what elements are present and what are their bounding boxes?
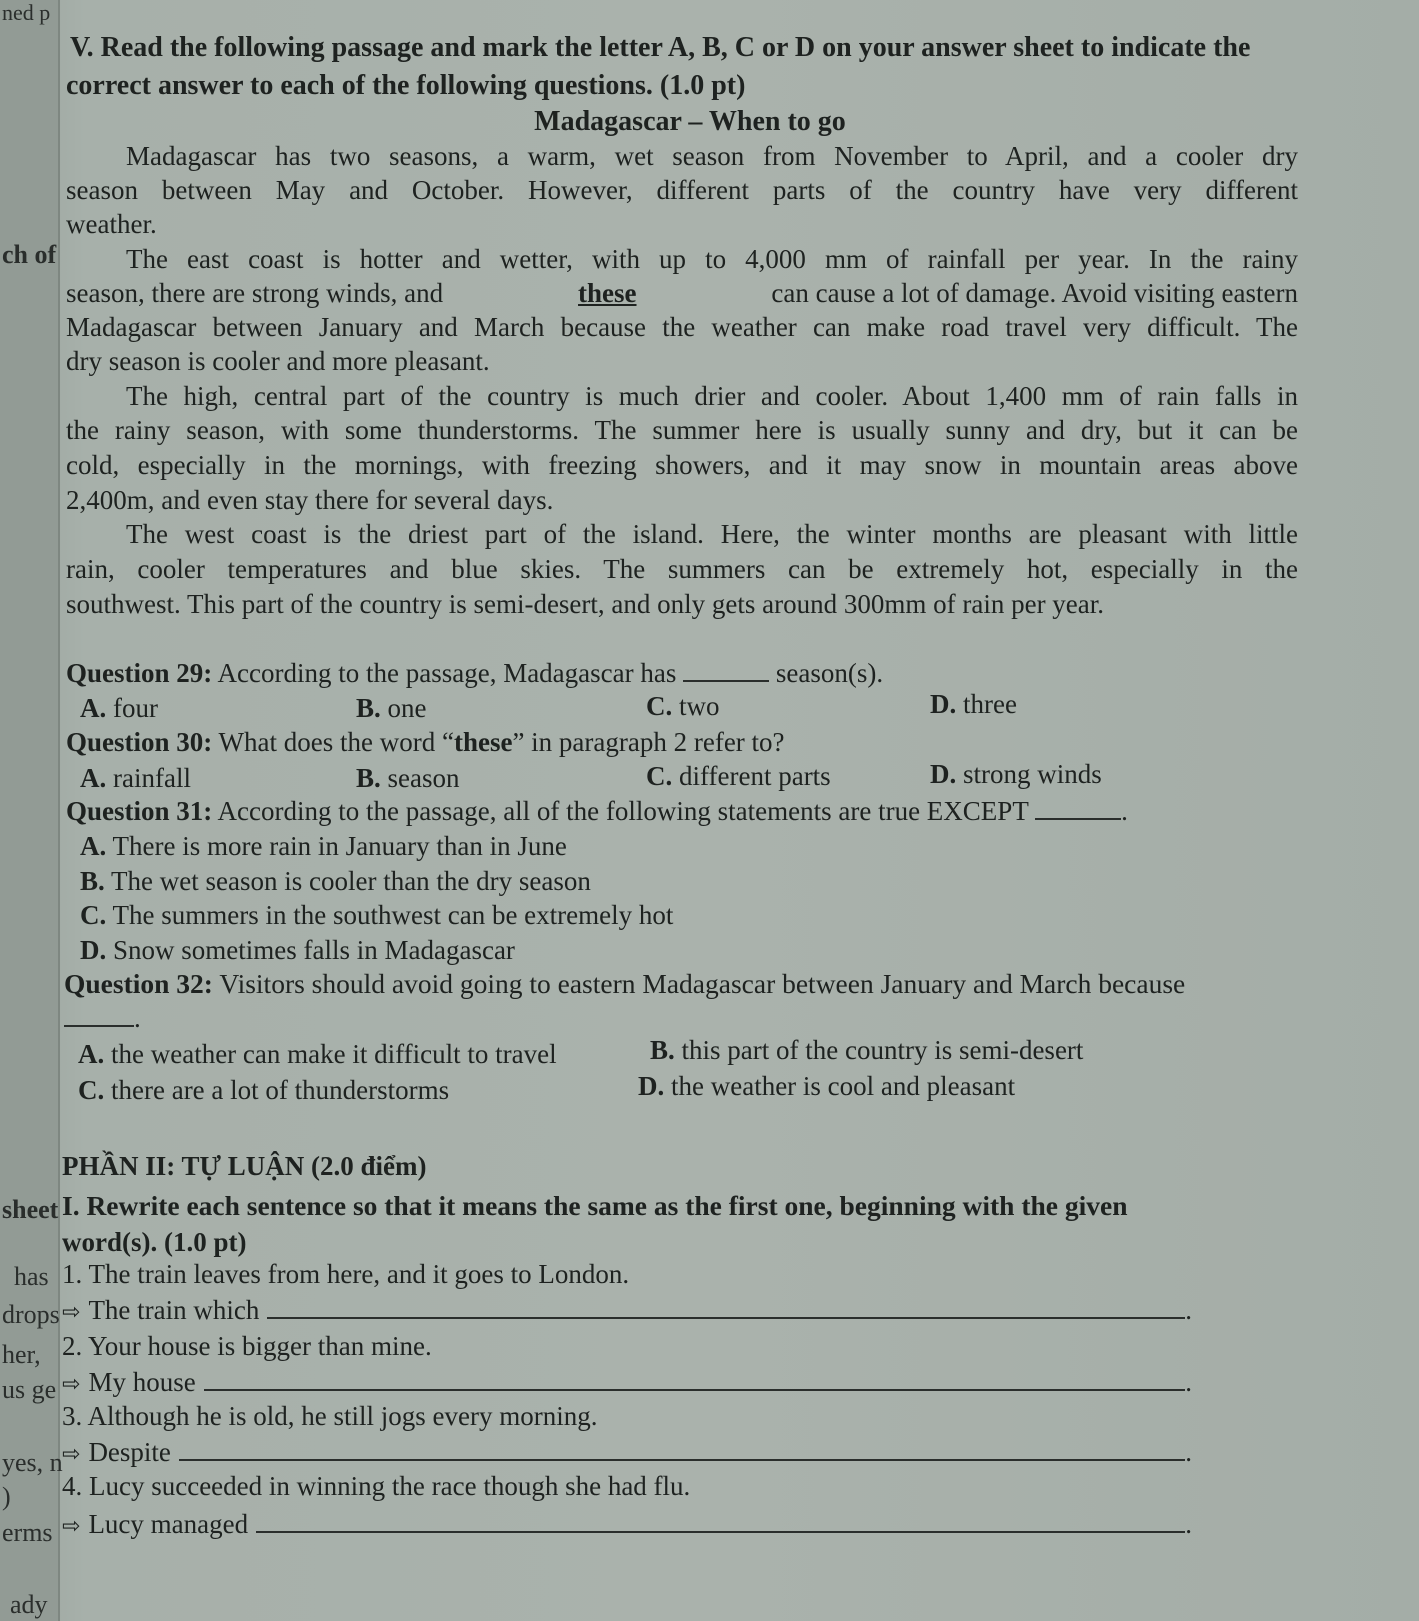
option-letter: A.	[80, 831, 107, 861]
rewrite-start: My house	[88, 1367, 196, 1397]
option-c[interactable]	[80, 899, 673, 931]
passage-line: dry season is cooler and more pleasant.	[66, 346, 490, 376]
sentence-end: .	[1185, 1509, 1192, 1539]
passage-line-with-these	[66, 277, 1298, 309]
rewrite-answer-row	[62, 1436, 1192, 1471]
passage-line: Madagascar has two seasons, a warm, wet season from November to April, and a cooler dry	[126, 141, 1298, 171]
option-b[interactable]	[80, 865, 591, 897]
rewrite-start: Lucy managed	[88, 1509, 249, 1539]
passage-line: weather.	[66, 209, 157, 239]
question-text: season(s).	[775, 658, 884, 688]
rewrite-answer-line[interactable]	[267, 1313, 1185, 1319]
passage-line: southwest. This part of the country is semi-desert, and only gets around 300mm of rain per year.	[66, 589, 1105, 619]
option-letter: D.	[638, 1071, 665, 1101]
passage-line: The high, central part of the country is much drier and cooler. About 1,400 mm of rain falls in	[126, 381, 1298, 411]
option-text: this part of the country is semi-desert	[681, 1035, 1084, 1065]
question-label: Question 30:	[66, 727, 213, 757]
passage-line: Madagascar between January and March because the weather can make road travel very difficult. The	[66, 312, 1298, 342]
arrow-icon: ⇨	[62, 1372, 81, 1397]
option-letter: A.	[80, 693, 107, 723]
margin-fragment: erms	[2, 1518, 53, 1547]
margin-fragment: drops	[2, 1300, 60, 1329]
question-31	[66, 795, 1128, 827]
passage-line: 2,400m, and even stay there for several days.	[66, 485, 554, 515]
rewrite-prompt: 1. The train leaves from here, and it goes to London.	[62, 1259, 630, 1289]
option-d[interactable]	[930, 688, 1017, 720]
answer-blank[interactable]	[64, 1021, 134, 1027]
quoted-word: these	[453, 727, 513, 757]
option-text: one	[387, 693, 427, 723]
margin-fragment: us ge	[2, 1375, 57, 1404]
option-text: there are a lot of thunderstorms	[111, 1075, 450, 1105]
passage-text: can cause a lot of damage. Avoid visiting eastern	[771, 278, 1298, 308]
rewrite-answer-row	[62, 1508, 1192, 1543]
rewrite-answer-line[interactable]	[204, 1385, 1186, 1391]
answer-blank[interactable]	[683, 676, 769, 682]
margin-fragment: ch of	[2, 240, 57, 269]
arrow-icon: ⇨	[62, 1442, 81, 1467]
option-text: the weather is cool and pleasant	[671, 1071, 1016, 1101]
option-letter: A.	[80, 763, 107, 793]
question-32-blank-line	[64, 1002, 141, 1034]
option-text: strong winds	[963, 759, 1102, 789]
passage-line: The east coast is hotter and wetter, with up to 4,000 mm of rainfall per year. In the rainy	[126, 244, 1298, 274]
option-b[interactable]	[356, 692, 427, 724]
option-text: four	[113, 693, 158, 723]
margin-fragment: sheet	[2, 1195, 59, 1224]
option-text: There is more rain in January than in June	[112, 831, 567, 861]
sentence-end: .	[134, 1003, 141, 1033]
option-letter: C.	[80, 900, 107, 930]
passage-line: the rainy season, with some thunderstorms. The summer here is usually sunny and dry, but it can be	[66, 415, 1298, 445]
question-29	[66, 657, 883, 689]
option-text: Snow sometimes falls in Madagascar	[113, 935, 515, 965]
passage-line: The west coast is the driest part of the island. Here, the winter months are pleasant with little	[126, 519, 1298, 549]
question-label: Question 32:	[64, 968, 213, 999]
option-text: The wet season is cooler than the dry season	[111, 866, 591, 896]
part-ii-title: PHẦN II: TỰ LUẬN (2.0 điểm)	[62, 1151, 427, 1181]
passage-line: rain, cooler temperatures and blue skies. The summers can be extremely hot, especially in the	[66, 554, 1298, 584]
option-text: The summers in the southwest can be extremely hot	[112, 900, 674, 930]
question-label: Question 31:	[66, 796, 213, 826]
question-30	[66, 726, 785, 758]
option-letter: D.	[930, 759, 957, 789]
rewrite-answer-row	[62, 1294, 1192, 1329]
rewrite-prompt: 4. Lucy succeeded in winning the race though she had flu.	[62, 1471, 691, 1501]
option-c[interactable]	[78, 1074, 449, 1106]
option-text: the weather can make it difficult to travel	[111, 1039, 557, 1069]
option-b[interactable]	[650, 1034, 1083, 1066]
option-letter: C.	[646, 761, 673, 791]
passage-line: season between May and October. However, different parts of the country have very different	[66, 175, 1298, 205]
option-text: different parts	[679, 761, 831, 791]
question-label: Question 29:	[66, 658, 213, 688]
sentence-end: .	[1121, 796, 1128, 826]
rewrite-prompt: 2. Your house is bigger than mine.	[62, 1331, 432, 1361]
option-c[interactable]	[646, 690, 720, 722]
option-text: season	[387, 763, 460, 793]
option-a[interactable]	[78, 1038, 557, 1070]
option-letter: B.	[356, 693, 381, 723]
sentence-end: .	[1185, 1437, 1192, 1467]
answer-blank[interactable]	[1035, 814, 1121, 820]
sentence-end: .	[1185, 1295, 1192, 1325]
rewrite-answer-line[interactable]	[256, 1527, 1185, 1533]
passage-line: cold, especially in the mornings, with freezing showers, and it may snow in mountain areas above	[66, 450, 1298, 480]
option-letter: B.	[650, 1035, 675, 1065]
option-letter: D.	[80, 935, 107, 965]
section-v-heading-cont: correct answer to each of the following questions. (1.0 pt)	[66, 70, 746, 101]
question-text: ” in paragraph 2 refer to?	[512, 727, 785, 757]
arrow-icon: ⇨	[62, 1300, 81, 1325]
question-text: Visitors should avoid going to eastern Madagascar between January and March because	[219, 968, 1186, 999]
option-d[interactable]	[930, 758, 1102, 790]
option-d[interactable]	[80, 934, 515, 966]
question-text: According to the passage, Madagascar has	[217, 658, 677, 688]
option-text: rainfall	[113, 763, 191, 793]
option-letter: D.	[930, 689, 957, 719]
question-32	[64, 968, 1185, 1000]
option-text: two	[679, 691, 720, 721]
option-letter: C.	[78, 1075, 105, 1105]
option-letter: B.	[80, 866, 105, 896]
option-a[interactable]	[80, 692, 158, 724]
rewrite-start: Despite	[88, 1437, 171, 1467]
highlighted-word-these: these	[578, 278, 637, 308]
option-d[interactable]	[638, 1070, 1015, 1102]
question-text: According to the passage, all of the following statements are true EXCEPT	[217, 796, 1029, 826]
margin-fragment: ned p	[2, 0, 51, 25]
sentence-end: .	[1185, 1367, 1192, 1397]
rewrite-answer-row	[62, 1366, 1192, 1401]
margin-fragment: yes, n	[2, 1448, 63, 1477]
option-a[interactable]	[80, 762, 191, 794]
passage-text: season, there are strong winds, and	[66, 278, 444, 308]
rewrite-instruction-cont: word(s). (1.0 pt)	[62, 1227, 247, 1257]
option-a[interactable]	[80, 830, 567, 862]
section-v-heading: V. Read the following passage and mark the letter A, B, C or D on your answer sheet to indicate the	[70, 32, 1251, 63]
margin-fragment: her,	[2, 1340, 41, 1369]
margin-fragment: )	[2, 1482, 11, 1511]
rewrite-answer-line[interactable]	[179, 1455, 1185, 1461]
option-text: three	[963, 689, 1017, 719]
option-c[interactable]	[646, 760, 831, 792]
option-letter: A.	[78, 1039, 105, 1069]
rewrite-instruction: I. Rewrite each sentence so that it means the same as the first one, beginning with the given	[62, 1190, 1128, 1221]
option-letter: C.	[646, 691, 673, 721]
option-letter: B.	[356, 763, 381, 793]
option-b[interactable]	[356, 762, 460, 794]
margin-fragment: has	[14, 1262, 49, 1291]
arrow-icon: ⇨	[62, 1514, 81, 1539]
question-text: What does the word “	[218, 727, 454, 757]
rewrite-prompt: 3. Although he is old, he still jogs every morning.	[62, 1401, 598, 1431]
margin-fragment: ady	[10, 1590, 48, 1619]
passage-title: Madagascar – When to go	[534, 106, 846, 137]
rewrite-start: The train which	[88, 1295, 260, 1325]
